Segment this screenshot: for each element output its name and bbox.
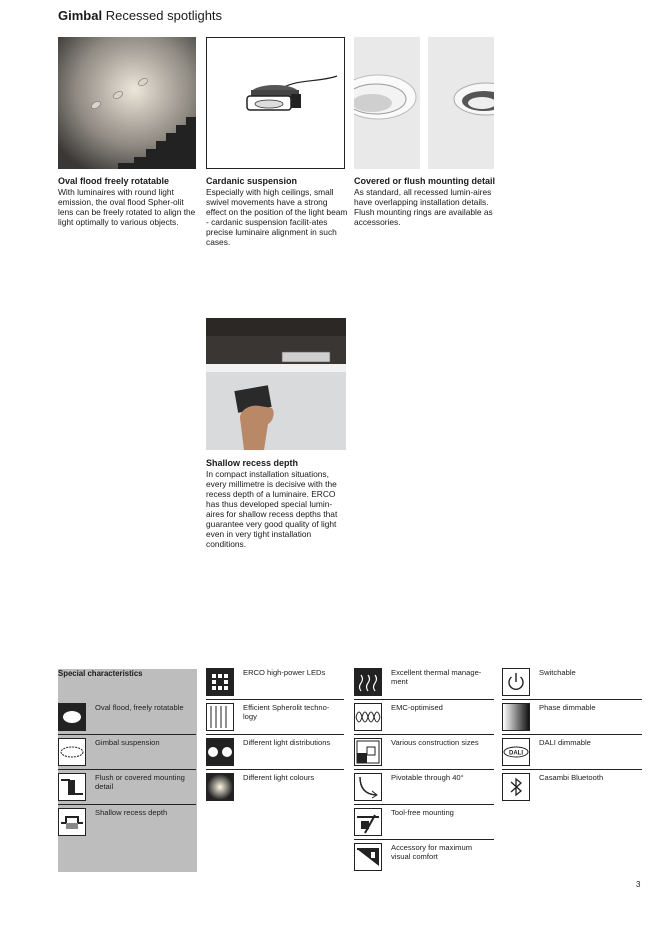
photo-covered-mounting bbox=[354, 37, 420, 169]
page-number: 3 bbox=[636, 880, 641, 889]
dali-icon bbox=[502, 738, 530, 766]
feature-shallow-recess: Shallow recess depth In compact installation situations, every millimetre is decisive with the recess depth of a luminaire. ERCO has thus developed special lumin-aires for shallow recess depths that guarantee very good quality of light even in very tight installation conditions. bbox=[206, 458, 338, 549]
list-item: EMC-optimised bbox=[354, 701, 494, 735]
photo-flush-mounting bbox=[428, 37, 494, 169]
pivot-icon bbox=[354, 773, 382, 801]
list-item: Accessory for maximum visual comfort bbox=[354, 841, 494, 874]
tool-free-mounting-icon bbox=[354, 808, 382, 836]
shallow-recess-icon bbox=[58, 808, 86, 836]
dali-badge-text: DALI bbox=[509, 750, 523, 757]
list-item: Oval flood, freely rotatable bbox=[58, 701, 196, 735]
mounting-detail-icon bbox=[58, 773, 86, 801]
light-colour-icon bbox=[206, 773, 234, 801]
list-item: DALI DALI dimmable bbox=[502, 736, 642, 770]
light-distribution-icon bbox=[206, 738, 234, 766]
photo-shallow-recess bbox=[206, 318, 346, 450]
list-item: Tool-free mounting bbox=[354, 806, 494, 840]
list-item: Gimbal suspension bbox=[58, 736, 196, 770]
visual-comfort-icon bbox=[354, 843, 382, 871]
list-item: Different light distributions bbox=[206, 736, 344, 770]
list-item: Casambi Bluetooth bbox=[502, 771, 642, 804]
special-characteristics-title: Special characteristics bbox=[58, 669, 143, 678]
led-icon bbox=[206, 668, 234, 696]
list-item: Different light colours bbox=[206, 771, 344, 804]
list-item: Switchable bbox=[502, 666, 642, 700]
spherolit-icon bbox=[206, 703, 234, 731]
photo-cardanic bbox=[206, 37, 345, 169]
feature-oval-flood: Oval flood freely rotatable With luminaires with round light emission, the oval flood Spher-olit lens can be freely rotated to align the light optimally to various objects. bbox=[58, 176, 196, 227]
gimbal-suspension-icon bbox=[58, 738, 86, 766]
list-item: Various construction sizes bbox=[354, 736, 494, 770]
list-item: Pivotable through 40° bbox=[354, 771, 494, 805]
list-item: Excellent thermal manage-ment bbox=[354, 666, 494, 700]
power-icon bbox=[502, 668, 530, 696]
list-item: Phase dimmable bbox=[502, 701, 642, 735]
page-title: Gimbal Recessed spotlights bbox=[58, 8, 223, 23]
feature-mounting: Covered or flush mounting detail As standard, all recessed lumin-aires have overlapping installation details. Flush mounting rings are available as accessories. bbox=[354, 176, 496, 227]
list-item: Shallow recess depth bbox=[58, 806, 196, 839]
list-item: Flush or covered mounting detail bbox=[58, 771, 196, 805]
oval-flood-icon bbox=[58, 703, 86, 731]
thermal-management-icon bbox=[354, 668, 382, 696]
construction-sizes-icon bbox=[354, 738, 382, 766]
list-item: Efficient Spherolit techno-logy bbox=[206, 701, 344, 735]
bluetooth-icon bbox=[502, 773, 530, 801]
photo-oval-flood bbox=[58, 37, 196, 169]
feature-cardanic: Cardanic suspension Especially with high ceilings, small swivel movements have a strong effect on the position of the light beam - cardanic suspension facilit-ates precise luminaire alignment in such cases. bbox=[206, 176, 348, 247]
list-item: ERCO high-power LEDs bbox=[206, 666, 344, 700]
emc-icon bbox=[354, 703, 382, 731]
phase-dimmable-icon bbox=[502, 703, 530, 731]
